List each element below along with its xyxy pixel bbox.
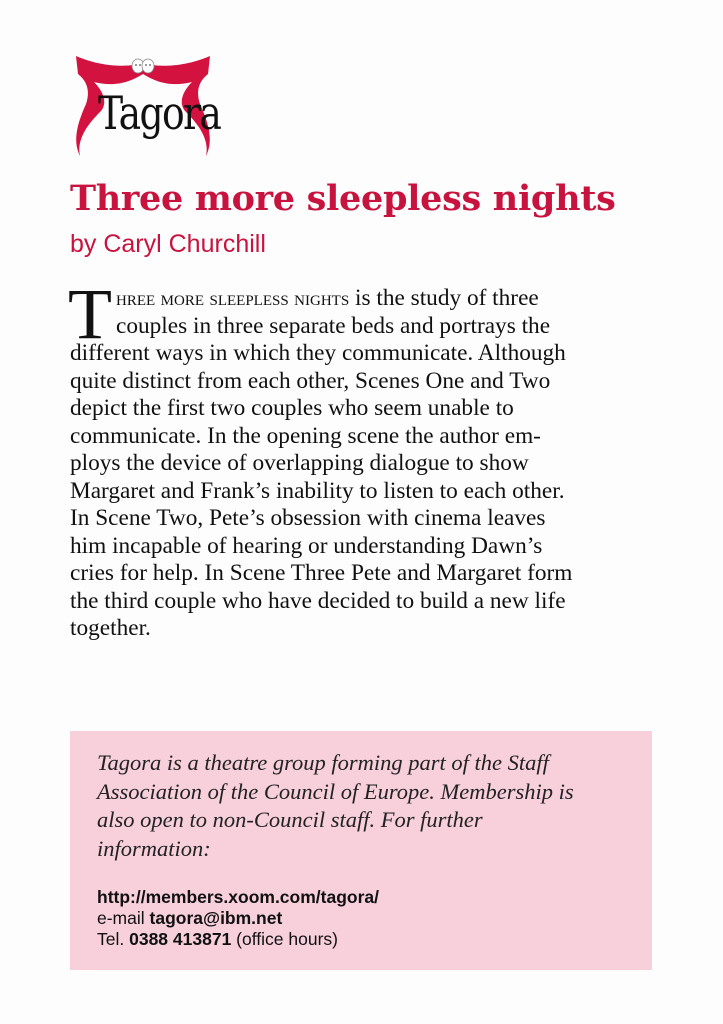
- info-line: Tagora is a theatre group forming part of the Staff: [97, 750, 549, 775]
- info-line: also open to non-Council staff. For further: [97, 807, 483, 832]
- email-label: e-mail: [97, 908, 150, 928]
- tel-label: Tel.: [97, 929, 130, 949]
- email-row: [97, 908, 379, 929]
- article-line: Margaret and Frank’s inability to listen to each other.: [70, 477, 565, 504]
- article-line: quite distinct from each other, Scenes One and Two: [70, 367, 551, 394]
- logo-wordmark: Tagora: [98, 86, 221, 140]
- info-box: [70, 731, 652, 970]
- article-line: couples in three separate beds and portrays the: [115, 312, 551, 339]
- page-title: Three more sleepless nights: [70, 178, 616, 219]
- tel-note: (office hours): [231, 929, 338, 949]
- info-line: information:: [97, 835, 211, 861]
- article-line: depict the first two couples who seem unable to: [70, 395, 514, 421]
- tagora-logo: [68, 52, 221, 160]
- article-line: together.: [70, 615, 151, 641]
- contact-info: [97, 887, 379, 950]
- author-byline: by Caryl Churchill: [70, 230, 266, 258]
- article-line: him incapable of hearing or understanding Dawn’s: [70, 532, 543, 559]
- article-line: hree more sleepless nights is the study of three: [115, 285, 539, 311]
- article-line: different ways in which they communicate. Although: [70, 340, 566, 366]
- drop-cap: T: [68, 274, 112, 354]
- play-title-smallcaps: hree more sleepless nights: [115, 285, 350, 310]
- tel-row: [97, 929, 379, 950]
- article-body: [68, 274, 650, 643]
- article-line: cries for help. In Scene Three Pete and Margaret form: [70, 560, 573, 586]
- article-line: the third couple who have decided to build a new life: [70, 587, 566, 614]
- article-line: In Scene Two, Pete’s obsession with cinema leaves: [70, 505, 546, 531]
- article-line: communicate. In the opening scene the author em-: [70, 422, 541, 449]
- email-link[interactable]: tagora@ibm.net: [149, 908, 283, 928]
- info-line: Association of the Council of Europe. Membership is: [97, 778, 574, 804]
- article-line: ploys the device of overlapping dialogue to show: [70, 450, 529, 476]
- tel-number: 0388 413871: [129, 929, 232, 949]
- website-link[interactable]: http://members.xoom.com/tagora/: [97, 887, 379, 907]
- info-description: [97, 749, 637, 863]
